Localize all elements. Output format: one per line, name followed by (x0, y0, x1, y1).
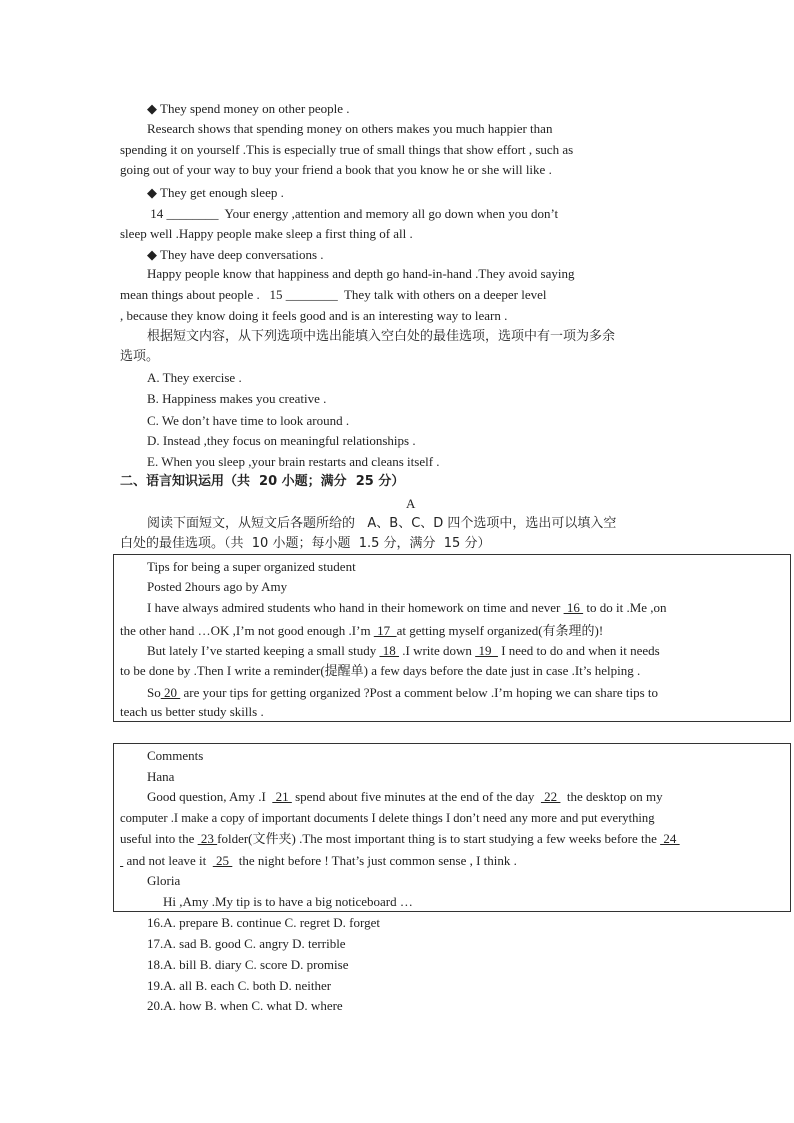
comment-line: computer .I make a copy of important documents I delete things I don’t need any more and put everything (120, 811, 655, 825)
paragraph-line: sleep well .Happy people make sleep a first thing of all . (120, 226, 413, 241)
text-run: at getting myself organized(有条理的)! (396, 623, 604, 638)
instruction-line: 阅读下面短文，从短文后各题所给的 A、B、C、D 四个选项中，选出可以填入空 (147, 516, 617, 531)
paragraph-line-blank-15: mean things about people . 15 ________ They talk with others on a deeper level (120, 287, 547, 302)
question-18: 18.A. bill B. diary C. score D. promise (147, 957, 349, 972)
paragraph-line: spending it on yourself .This is especially true of small things that show effort , such as (120, 142, 574, 157)
text-run: But lately I’ve started keeping a small study (147, 643, 380, 658)
comment-line (120, 852, 517, 869)
text-run: useful into the (120, 831, 198, 846)
instruction-line: 选项。 (120, 349, 160, 364)
post-title: Tips for being a super organized student (147, 559, 356, 574)
text-run: folder(文件夹) .The most important thing is to start studying a few weeks before the (217, 831, 661, 846)
text-run: are your tips for getting organized ?Post a comment below .I’m hoping we can share tips to (180, 685, 658, 700)
text-run: the other hand …OK ,I’m not good enough .I’m (120, 623, 374, 638)
text-run: to do it .Me ,on (583, 600, 667, 615)
blank-25: 25 (212, 853, 233, 868)
heading-deep-conversations: ◆ They have deep conversations . (147, 247, 324, 262)
comments-box (113, 743, 791, 912)
option-b: B. Happiness makes you creative . (147, 391, 327, 406)
post-line (120, 622, 603, 639)
blank-24: 24 (660, 831, 680, 846)
question-20: 20.A. how B. when C. what D. where (147, 998, 343, 1013)
instruction-line: 根据短文内容，从下列选项中选出能填入空白处的最佳选项，选项中有一项为多余 (147, 329, 616, 344)
text-run: I have always admired students who hand in their homework on time and never (147, 600, 564, 615)
option-c: C. We don’t have time to look around . (147, 413, 350, 428)
heading-enough-sleep: ◆ They get enough sleep . (147, 185, 284, 200)
comments-title: Comments (147, 748, 204, 763)
section-letter: A (406, 496, 416, 511)
option-e: E. When you sleep ,your brain restarts and cleans itself . (147, 454, 440, 469)
text-run: and not leave it (123, 853, 213, 868)
text-run: Good question, Amy .I (147, 789, 273, 804)
text-run: spend about five minutes at the end of the day (291, 789, 541, 804)
option-d: D. Instead ,they focus on meaningful relationships . (147, 433, 416, 448)
blank-23: 23 (197, 831, 218, 846)
post-line: to be done by .Then I write a reminder(提醒单) a few days before the date just in case .It’s helping . (120, 663, 641, 678)
question-19: 19.A. all B. each C. both D. neither (147, 978, 332, 993)
option-a: A. They exercise . (147, 370, 242, 385)
paragraph-line: Happy people know that happiness and depth go hand-in-hand .They avoid saying (147, 266, 575, 281)
paragraph-line: going out of your way to buy your friend a book that you know he or she will like . (120, 162, 552, 177)
commenter-name: Hana (147, 769, 175, 784)
commenter-name: Gloria (147, 873, 181, 888)
section-heading: 二、语言知识运用（共 20 小题；满分 25 分） (120, 474, 405, 489)
post-line (147, 642, 660, 659)
comment-line: Hi ,Amy .My tip is to have a big noticeboard … (163, 894, 413, 909)
paragraph-line: , because they know doing it feels good and is an interesting way to learn . (120, 308, 508, 323)
heading-spend-money: ◆ They spend money on other people . (147, 101, 350, 116)
question-16: 16.A. prepare B. continue C. regret D. forget (147, 915, 380, 930)
paragraph-line: Research shows that spending money on others makes you much happier than (147, 121, 553, 136)
post-line (147, 684, 658, 701)
question-17: 17.A. sad B. good C. angry D. terrible (147, 936, 346, 951)
comment-line (147, 788, 663, 805)
post-line (147, 599, 667, 616)
text-run: .I write down (399, 643, 476, 658)
blank-17: 17 (373, 623, 397, 638)
blank-20: 20 (160, 685, 181, 700)
blank-21: 21 (272, 789, 292, 804)
post-byline: Posted 2hours ago by Amy (147, 579, 288, 594)
blank-19: 19 (475, 643, 498, 658)
instruction-line: 白处的最佳选项。（共 10 小题；每小题 1.5 分，满分 15 分） (120, 536, 491, 551)
blank-22: 22 (540, 789, 561, 804)
blank-18: 18 (379, 643, 399, 658)
text-run: I need to do and when it needs (497, 643, 660, 658)
post-line: teach us better study skills . (120, 704, 264, 719)
text-run: the desktop on my (560, 789, 663, 804)
paragraph-line-blank-14: 14 ________ Your energy ,attention and memory all go down when you don’t (147, 206, 559, 221)
blank-16: 16 (563, 600, 584, 615)
text-run: So (147, 685, 161, 700)
text-run: the night before ! That’s just common sense , I think . (232, 853, 517, 868)
comment-line (120, 830, 680, 847)
